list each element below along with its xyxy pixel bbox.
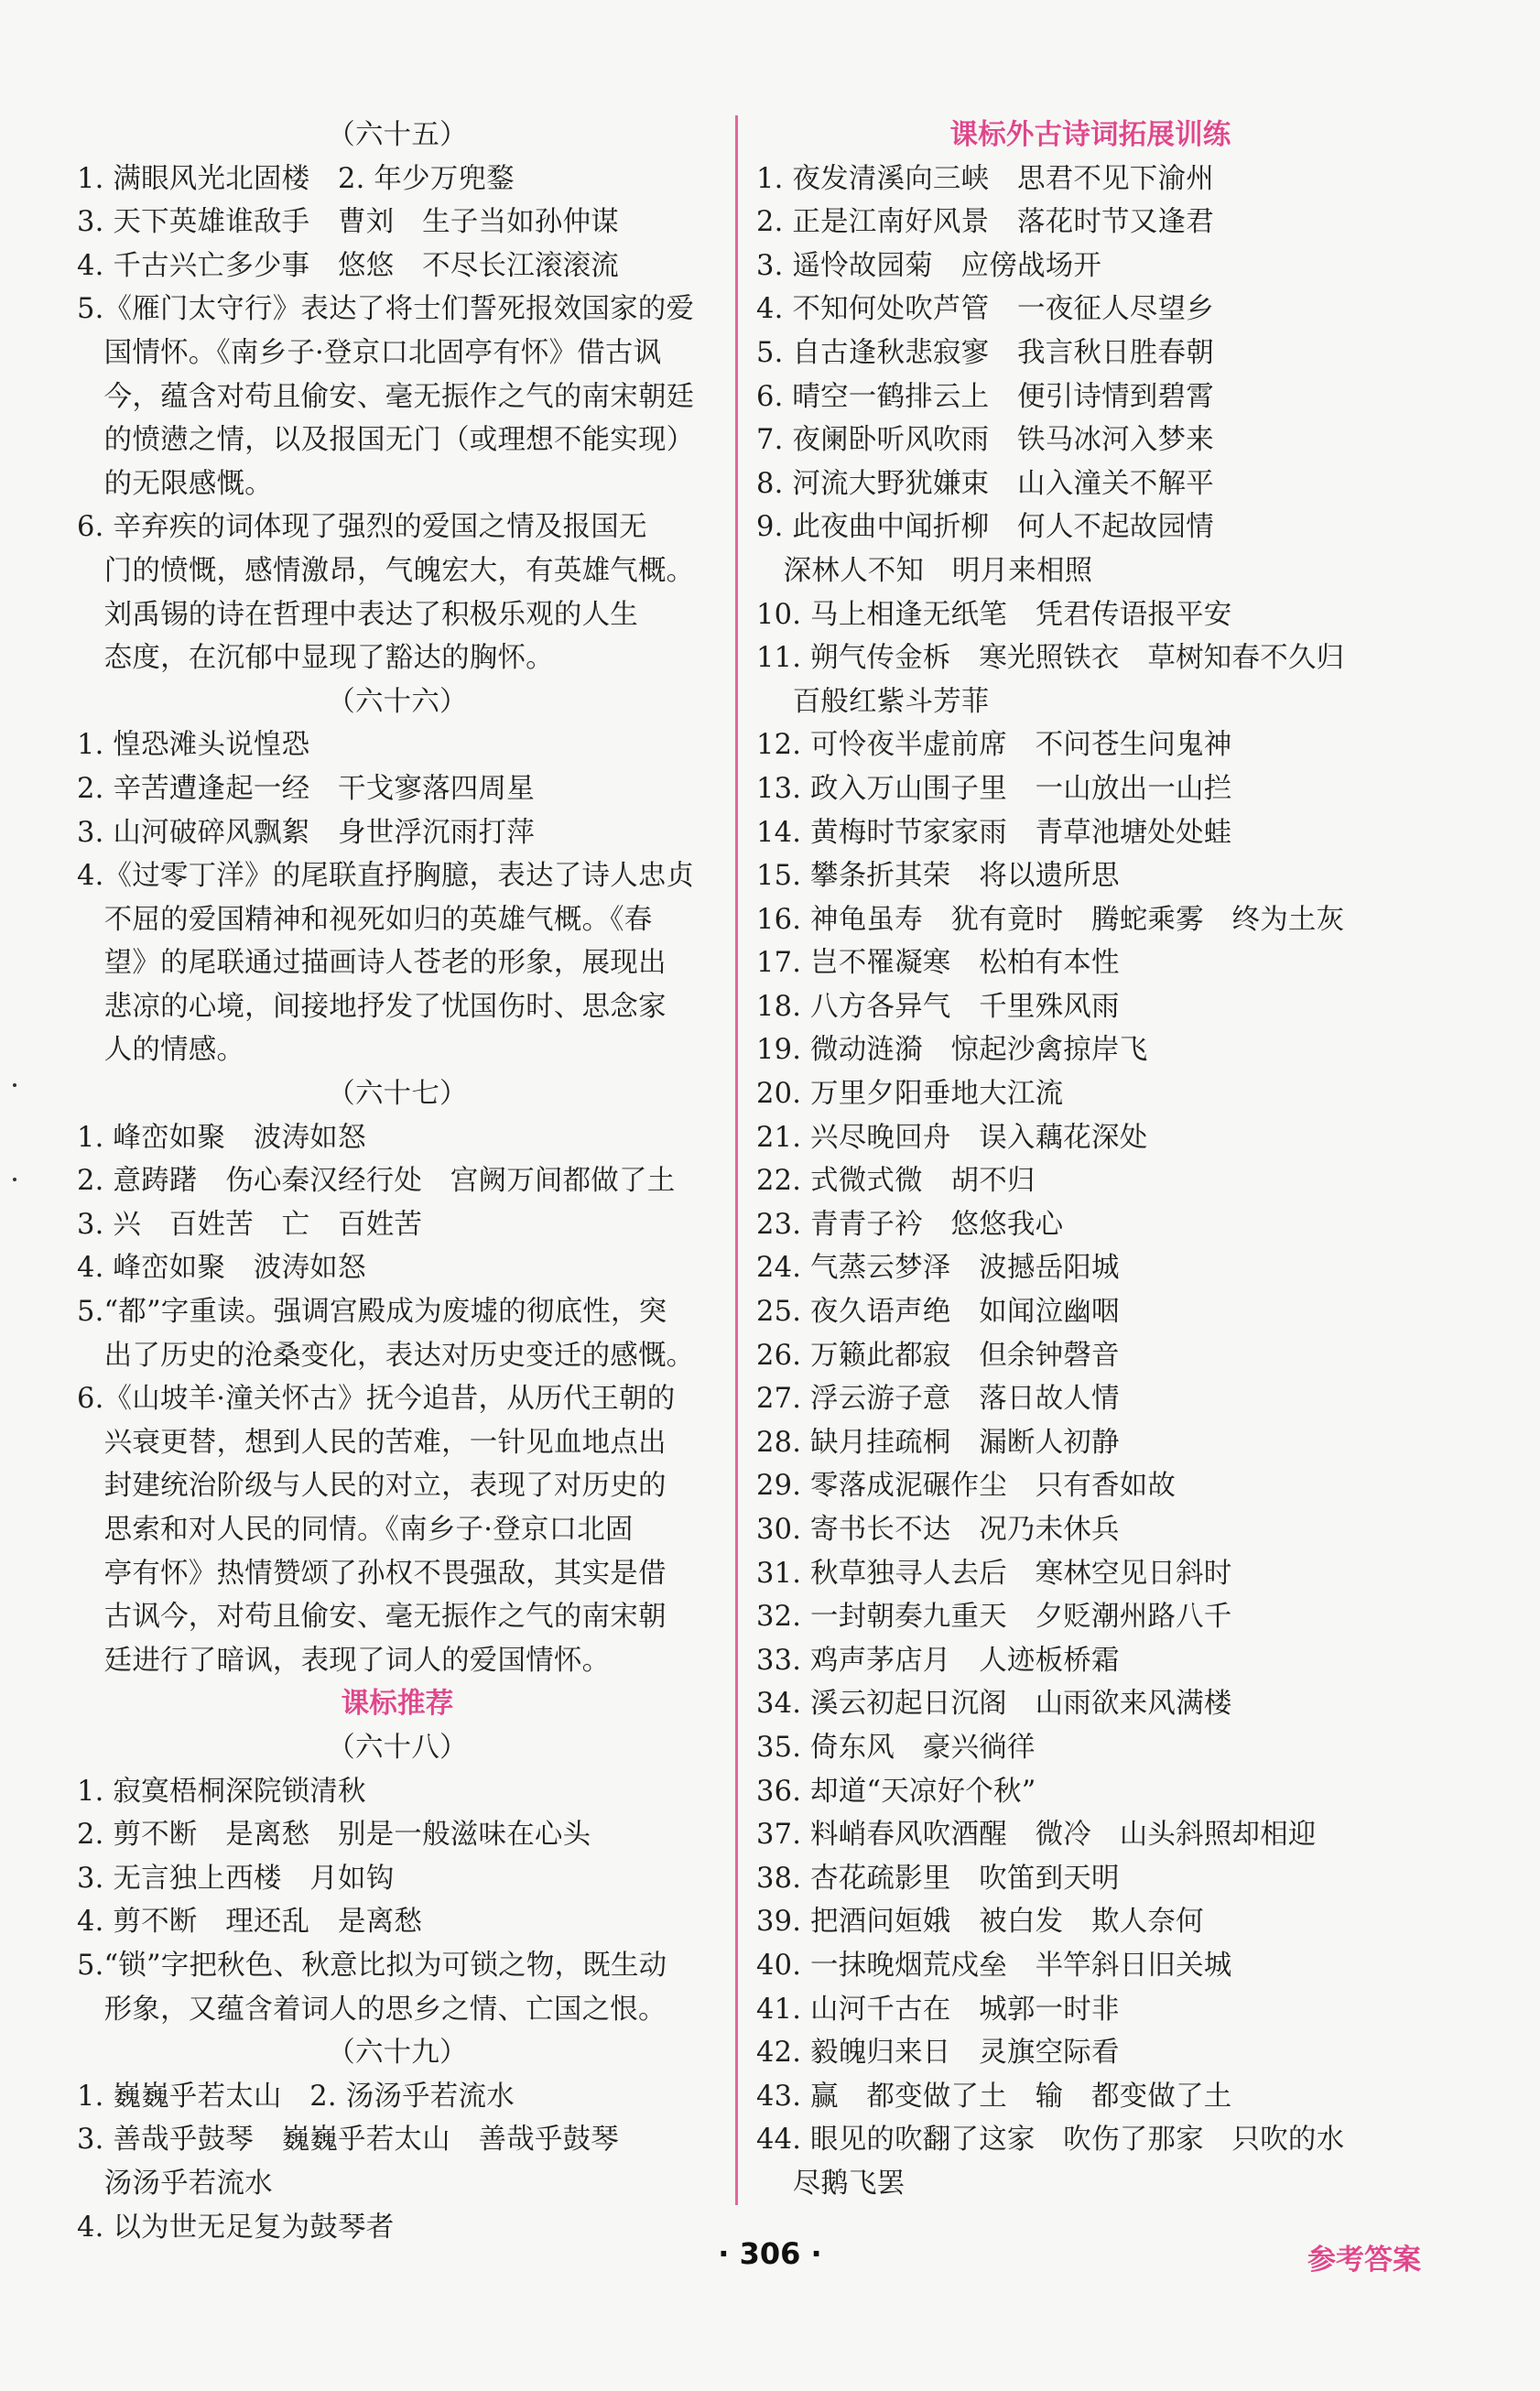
- answer-line: 14. 黄梅时节家家雨 青草池塘处处蛙: [756, 816, 1232, 849]
- answer-line: 34. 溪云初起日沉阁 山雨欲来风满楼: [756, 1688, 1232, 1721]
- answer-line: 3. 兴 百姓苦 亡 百姓苦: [77, 1208, 423, 1241]
- answer-line: 18. 八方各异气 千里殊风雨: [756, 990, 1120, 1023]
- answer-line: 42. 毅魄归来日 灵旗空际看: [756, 2037, 1120, 2070]
- answer-line: 今，蕴含对苟且偷安、毫无振作之气的南宋朝廷: [77, 380, 695, 413]
- answer-line: 10. 马上相逢无纸笔 凭君传语报平安: [756, 598, 1232, 631]
- answer-line: 3. 山河破碎风飘絮 身世浮沉雨打萍: [77, 816, 535, 849]
- answer-line: 国情怀。《南乡子·登京口北固亭有怀》借古讽: [77, 336, 662, 369]
- section-heading: （六十五）: [327, 119, 468, 151]
- answer-line: 形象，又蕴含着词人的思乡之情、亡国之恨。: [77, 1993, 667, 2026]
- section-heading: （六十七）: [327, 1078, 468, 1111]
- answer-line: 汤汤乎若流水: [77, 2167, 273, 2200]
- answer-line: 3. 善哉乎鼓琴 巍巍乎若太山 善哉乎鼓琴: [77, 2124, 619, 2157]
- answer-line: 思索和对人民的同情。《南乡子·登京口北固: [77, 1514, 634, 1546]
- answer-line: 13. 政入万山围子里 一山放出一山拦: [756, 772, 1232, 805]
- answer-line: 15. 攀条折其荣 将以遗所思: [756, 860, 1120, 893]
- answer-line: 17. 岂不罹凝寒 松柏有本性: [756, 947, 1120, 980]
- answer-line: 25. 夜久语声绝 如闻泣幽咽: [756, 1296, 1120, 1329]
- answer-line: 43. 赢 都变做了土 输 都变做了土: [756, 2080, 1232, 2113]
- answer-line: 廷进行了暗讽，表现了词人的爱国情怀。: [77, 1644, 611, 1677]
- answer-line: 29. 零落成泥碾作尘 只有香如故: [756, 1470, 1177, 1503]
- answer-line: 6. 晴空一鹤排云上 便引诗情到碧霄: [756, 380, 1214, 413]
- answer-line: 3. 遥怜故园菊 应傍战场开: [756, 249, 1102, 282]
- answer-line: 28. 缺月挂疏桐 漏断人初静: [756, 1426, 1120, 1459]
- answer-line: 尽鹅飞罢: [756, 2167, 906, 2200]
- answer-line: 人的情感。: [77, 1034, 245, 1067]
- answer-line: 4. 千古兴亡多少事 悠悠 不尽长江滚滚流: [77, 249, 619, 282]
- answer-line: 30. 寄书长不达 况乃未休兵: [756, 1514, 1120, 1546]
- answer-line: 20. 万里夕阳垂地大江流: [756, 1078, 1064, 1111]
- section-heading: （六十九）: [327, 2037, 468, 2070]
- answer-line: 5. 自古逢秋悲寂寥 我言秋日胜春朝: [756, 336, 1214, 369]
- answer-line: 2. 意踌躇 伤心秦汉经行处 宫阙万间都做了土: [77, 1165, 676, 1198]
- answer-line: 9. 此夜曲中闻折柳 何人不起故园情: [756, 511, 1214, 544]
- answer-line: 1. 夜发清溪向三峡 思君不见下渝州: [756, 162, 1214, 195]
- answer-line: 的愤懑之情，以及报国无门（或理想不能实现）: [77, 424, 695, 457]
- left-column: [77, 114, 718, 2249]
- answer-line: 24. 气蒸云梦泽 波撼岳阳城: [756, 1252, 1120, 1285]
- margin-mark: [13, 1178, 16, 1181]
- answer-line: 7. 夜阑卧听风吹雨 铁马冰河入梦来: [756, 424, 1214, 457]
- answer-line: 31. 秋草独寻人去后 寒林空见日斜时: [756, 1557, 1232, 1590]
- answer-line: 5.《雁门太守行》表达了将士们誓死报效国家的爱: [77, 293, 695, 326]
- answer-line: 32. 一封朝奏九重天 夕贬潮州路八千: [756, 1601, 1232, 1634]
- answer-line: 22. 式微式微 胡不归: [756, 1165, 1036, 1198]
- answer-line: 39. 把酒问姮娥 被白发 欺人奈何: [756, 1906, 1204, 1939]
- answer-line: 38. 杏花疏影里 吹笛到天明: [756, 1862, 1120, 1895]
- answer-line: 12. 可怜夜半虚前席 不问苍生问鬼神: [756, 729, 1232, 762]
- answer-line: 的无限感慨。: [77, 467, 273, 500]
- answer-line: 6. 辛弃疾的词体现了强烈的爱国之情及报国无: [77, 511, 647, 544]
- answer-line: 古讽今，对苟且偷安、毫无振作之气的南宋朝: [77, 1601, 667, 1634]
- answer-line: 2. 剪不断 是离愁 别是一般滋味在心头: [77, 1819, 591, 1852]
- answer-line: 1. 寂寞梧桐深院锁清秋: [77, 1775, 366, 1808]
- answer-line: 36. 却道“天凉好个秋”: [756, 1775, 1036, 1808]
- answer-line: 4.《过零丁洋》的尾联直抒胸臆，表达了诗人忠贞: [77, 860, 695, 893]
- answer-line: 1. 峰峦如聚 波涛如怒: [77, 1121, 366, 1154]
- answer-line: 2. 正是江南好风景 落花时节又逢君: [756, 206, 1214, 239]
- column-divider: [735, 115, 738, 2205]
- answer-line: 23. 青青子衿 悠悠我心: [756, 1208, 1064, 1241]
- answer-line: 悲凉的心境，间接地抒发了忧国伤时、思念家: [77, 990, 667, 1023]
- margin-mark: [13, 1083, 16, 1087]
- answer-line: 态度，在沉郁中显现了豁达的胸怀。: [77, 642, 554, 675]
- answer-line: 26. 万籁此都寂 但余钟磬音: [756, 1339, 1120, 1372]
- answer-line: 6.《山坡羊·潼关怀古》抚今追昔，从历代王朝的: [77, 1383, 676, 1416]
- answer-line: 3. 无言独上西楼 月如钩: [77, 1862, 395, 1895]
- page-number: · 306 ·: [718, 2236, 822, 2271]
- answer-line: 27. 浮云游子意 落日故人情: [756, 1383, 1120, 1416]
- answer-line: 刘禹锡的诗在哲理中表达了积极乐观的人生: [77, 598, 638, 631]
- section-heading: （六十六）: [327, 685, 468, 718]
- answer-line: 2. 辛苦遭逢起一经 干戈寥落四周星: [77, 772, 535, 805]
- answer-line: 封建统治阶级与人民的对立，表现了对历史的: [77, 1470, 667, 1503]
- answer-line: 4. 峰峦如聚 波涛如怒: [77, 1252, 366, 1285]
- answer-line: 不屈的爱国精神和视死如归的英雄气概。《春: [77, 903, 653, 936]
- answer-line: 兴衰更替，想到人民的苦难，一针见血地点出: [77, 1426, 667, 1459]
- answer-line: 门的愤慨，感情激昂，气魄宏大，有英雄气概。: [77, 554, 695, 587]
- answer-line: 11. 朔气传金柝 寒光照铁衣 草树知春不久归: [756, 642, 1345, 675]
- answer-line: 4. 以为世无足复为鼓琴者: [77, 2211, 395, 2244]
- answer-line: 8. 河流大野犹嫌束 山入潼关不解平: [756, 467, 1214, 500]
- answer-line: 37. 料峭春风吹酒醒 微冷 山头斜照却相迎: [756, 1819, 1317, 1852]
- answer-line: 亭有怀》热情赞颂了孙权不畏强敌，其实是借: [77, 1557, 667, 1590]
- answer-line: 望》的尾联通过描画诗人苍老的形象，展现出: [77, 947, 667, 980]
- answer-line: 1. 满眼风光北固楼 2. 年少万兜鍪: [77, 162, 515, 195]
- answer-line: 40. 一抹晚烟荒戍垒 半竿斜日旧关城: [756, 1949, 1232, 1982]
- section-heading: （六十八）: [327, 1731, 468, 1764]
- answer-line: 5.“都”字重读。强调宫殿成为废墟的彻底性，突: [77, 1296, 667, 1329]
- answer-line: 35. 倚东风 豪兴徜徉: [756, 1731, 1036, 1764]
- answer-line: 1. 巍巍乎若太山 2. 汤汤乎若流水: [77, 2080, 515, 2113]
- answer-line: 44. 眼见的吹翻了这家 吹伤了那家 只吹的水: [756, 2124, 1345, 2157]
- answer-line: 百般红紫斗芳菲: [756, 685, 990, 718]
- answer-line: 4. 剪不断 理还乱 是离愁: [77, 1906, 423, 1939]
- answer-line: 21. 兴尽晚回舟 误入藕花深处: [756, 1121, 1148, 1154]
- answer-line: 3. 天下英雄谁敌手 曹刘 生子当如孙仲谋: [77, 206, 619, 239]
- right-column: [756, 114, 1425, 2206]
- answer-line: 16. 神龟虽寿 犹有竟时 腾蛇乘雾 终为土灰: [756, 903, 1345, 936]
- answer-line: 出了历史的沧桑变化，表达对历史变迁的感慨。: [77, 1339, 695, 1372]
- answer-line: 33. 鸡声茅店月 人迹板桥霜: [756, 1644, 1120, 1677]
- section-label: 参考答案: [1307, 2244, 1421, 2277]
- section-title: 课标外古诗词拓展训练: [949, 118, 1231, 151]
- answer-line: 19. 微动涟漪 惊起沙禽掠岸飞: [756, 1034, 1148, 1067]
- section-title: 课标推荐: [341, 1687, 454, 1721]
- answer-line: 深林人不知 明月来相照: [756, 554, 1093, 587]
- answer-line: 41. 山河千古在 城郭一时非: [756, 1993, 1120, 2026]
- answer-line: 1. 惶恐滩头说惶恐: [77, 729, 310, 762]
- answer-line: 5.“锁”字把秋色、秋意比拟为可锁之物，既生动: [77, 1949, 667, 1982]
- answer-line: 4. 不知何处吹芦管 一夜征人尽望乡: [756, 293, 1214, 326]
